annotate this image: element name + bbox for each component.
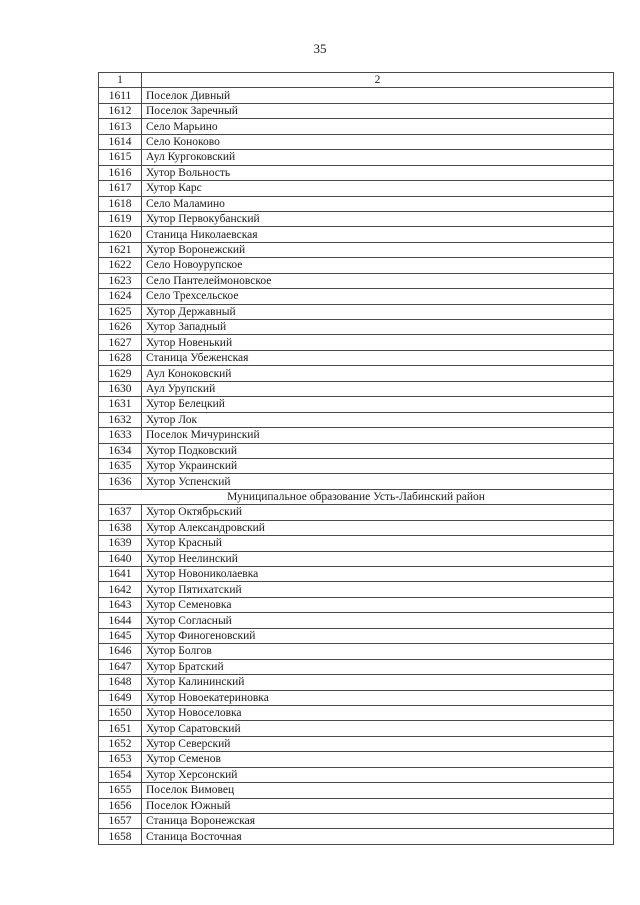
table-row <box>99 412 614 427</box>
table-row <box>99 196 614 211</box>
row-number: 1618 <box>99 196 142 211</box>
row-number: 1655 <box>99 783 142 798</box>
settlement-name: Хутор Белецкий <box>142 397 614 412</box>
table-row <box>99 798 614 813</box>
row-number: 1644 <box>99 613 142 628</box>
row-number: 1621 <box>99 242 142 257</box>
row-number: 1619 <box>99 211 142 226</box>
table-row <box>99 242 614 257</box>
settlement-name: Станица Убеженская <box>142 350 614 365</box>
table-row <box>99 690 614 705</box>
table-row <box>99 721 614 736</box>
settlement-name: Село Новоурупское <box>142 258 614 273</box>
column-header-number: 1 <box>99 73 142 88</box>
table-row <box>99 520 614 535</box>
settlement-name: Аул Урупский <box>142 381 614 396</box>
table-row <box>99 335 614 350</box>
settlement-name: Станица Николаевская <box>142 227 614 242</box>
table-row <box>99 705 614 720</box>
settlement-name: Село Марьино <box>142 119 614 134</box>
row-number: 1633 <box>99 428 142 443</box>
row-number: 1615 <box>99 150 142 165</box>
table-row <box>99 752 614 767</box>
row-number: 1657 <box>99 814 142 829</box>
row-number: 1642 <box>99 582 142 597</box>
settlement-name: Хутор Первокубанский <box>142 211 614 226</box>
table-row <box>99 227 614 242</box>
table-row <box>99 381 614 396</box>
settlement-name: Хутор Новоекатериновка <box>142 690 614 705</box>
row-number: 1656 <box>99 798 142 813</box>
row-number: 1654 <box>99 767 142 782</box>
row-number: 1651 <box>99 721 142 736</box>
table-row <box>99 767 614 782</box>
table-row <box>99 211 614 226</box>
table-row <box>99 536 614 551</box>
settlement-name: Хутор Калининский <box>142 675 614 690</box>
table-row <box>99 597 614 612</box>
table-row <box>99 350 614 365</box>
table-row <box>99 829 614 844</box>
row-number: 1648 <box>99 675 142 690</box>
section-header-row <box>99 489 614 504</box>
row-number: 1641 <box>99 567 142 582</box>
settlement-name: Хутор Северский <box>142 736 614 751</box>
settlement-name: Поселок Заречный <box>142 103 614 118</box>
table-row <box>99 150 614 165</box>
settlement-name: Хутор Пятихатский <box>142 582 614 597</box>
row-number: 1616 <box>99 165 142 180</box>
settlement-name: Хутор Украинский <box>142 458 614 473</box>
row-number: 1652 <box>99 736 142 751</box>
settlement-name: Хутор Братский <box>142 659 614 674</box>
table-row <box>99 443 614 458</box>
settlement-name: Село Пантелеймоновское <box>142 273 614 288</box>
settlement-name: Поселок Южный <box>142 798 614 813</box>
table-row <box>99 273 614 288</box>
settlement-name: Хутор Финогеновский <box>142 628 614 643</box>
row-number: 1630 <box>99 381 142 396</box>
table-row <box>99 397 614 412</box>
table-row <box>99 675 614 690</box>
row-number: 1658 <box>99 829 142 844</box>
row-number: 1653 <box>99 752 142 767</box>
table-row <box>99 258 614 273</box>
settlement-name: Хутор Октябрьский <box>142 505 614 520</box>
settlement-name: Поселок Дивный <box>142 88 614 103</box>
row-number: 1620 <box>99 227 142 242</box>
table-row <box>99 181 614 196</box>
row-number: 1650 <box>99 705 142 720</box>
table-row <box>99 103 614 118</box>
row-number: 1647 <box>99 659 142 674</box>
table-row <box>99 736 614 751</box>
settlement-name: Хутор Вольность <box>142 165 614 180</box>
table-row <box>99 366 614 381</box>
row-number: 1625 <box>99 304 142 319</box>
settlements-table <box>98 72 614 845</box>
settlement-name: Поселок Вимовец <box>142 783 614 798</box>
row-number: 1636 <box>99 474 142 489</box>
table-row <box>99 458 614 473</box>
row-number: 1637 <box>99 505 142 520</box>
row-number: 1613 <box>99 119 142 134</box>
settlement-name: Хутор Карс <box>142 181 614 196</box>
settlement-name: Станица Восточная <box>142 829 614 844</box>
settlement-name: Аул Кургоковский <box>142 150 614 165</box>
table-row <box>99 505 614 520</box>
table-row <box>99 628 614 643</box>
table-row <box>99 289 614 304</box>
table-row <box>99 644 614 659</box>
settlement-name: Хутор Саратовский <box>142 721 614 736</box>
row-number: 1614 <box>99 134 142 149</box>
table-row <box>99 304 614 319</box>
table-row <box>99 320 614 335</box>
settlement-name: Хутор Красный <box>142 536 614 551</box>
settlement-name: Хутор Новенький <box>142 335 614 350</box>
row-number: 1632 <box>99 412 142 427</box>
row-number: 1634 <box>99 443 142 458</box>
row-number: 1645 <box>99 628 142 643</box>
table-row <box>99 551 614 566</box>
row-number: 1624 <box>99 289 142 304</box>
table-row <box>99 613 614 628</box>
row-number: 1617 <box>99 181 142 196</box>
settlement-name: Хутор Семенов <box>142 752 614 767</box>
column-header-name: 2 <box>142 73 614 88</box>
settlement-name: Хутор Новониколаевка <box>142 567 614 582</box>
section-title: Муниципальное образование Усть-Лабинский район <box>99 489 614 504</box>
settlement-name: Село Маламино <box>142 196 614 211</box>
settlement-name: Хутор Неелинский <box>142 551 614 566</box>
row-number: 1643 <box>99 597 142 612</box>
table-row <box>99 814 614 829</box>
table-row <box>99 88 614 103</box>
row-number: 1612 <box>99 103 142 118</box>
settlement-name: Село Трехсельское <box>142 289 614 304</box>
table-row <box>99 567 614 582</box>
row-number: 1626 <box>99 320 142 335</box>
row-number: 1631 <box>99 397 142 412</box>
settlement-name: Станица Воронежская <box>142 814 614 829</box>
row-number: 1627 <box>99 335 142 350</box>
table-row <box>99 659 614 674</box>
row-number: 1646 <box>99 644 142 659</box>
table-row <box>99 428 614 443</box>
table-body <box>99 73 614 845</box>
settlement-name: Аул Коноковский <box>142 366 614 381</box>
settlement-name: Хутор Болгов <box>142 644 614 659</box>
row-number: 1611 <box>99 88 142 103</box>
settlement-name: Хутор Воронежский <box>142 242 614 257</box>
row-number: 1622 <box>99 258 142 273</box>
row-number: 1638 <box>99 520 142 535</box>
table-row <box>99 119 614 134</box>
table-row <box>99 474 614 489</box>
settlement-name: Хутор Семеновка <box>142 597 614 612</box>
table-row <box>99 582 614 597</box>
settlement-name: Хутор Успенский <box>142 474 614 489</box>
settlement-name: Хутор Новоселовка <box>142 705 614 720</box>
row-number: 1623 <box>99 273 142 288</box>
settlement-name: Хутор Лок <box>142 412 614 427</box>
page-number: 35 <box>313 41 327 56</box>
settlement-name: Село Коноково <box>142 134 614 149</box>
settlement-name: Хутор Херсонский <box>142 767 614 782</box>
row-number: 1628 <box>99 350 142 365</box>
table-row <box>99 134 614 149</box>
row-number: 1629 <box>99 366 142 381</box>
table-row <box>99 783 614 798</box>
settlement-name: Хутор Александровский <box>142 520 614 535</box>
row-number: 1640 <box>99 551 142 566</box>
table-header-row <box>99 73 614 88</box>
settlement-name: Хутор Державный <box>142 304 614 319</box>
settlement-name: Хутор Западный <box>142 320 614 335</box>
row-number: 1635 <box>99 458 142 473</box>
settlement-name: Поселок Мичуринский <box>142 428 614 443</box>
settlement-name: Хутор Подковский <box>142 443 614 458</box>
row-number: 1649 <box>99 690 142 705</box>
settlement-name: Хутор Согласный <box>142 613 614 628</box>
table-row <box>99 165 614 180</box>
row-number: 1639 <box>99 536 142 551</box>
